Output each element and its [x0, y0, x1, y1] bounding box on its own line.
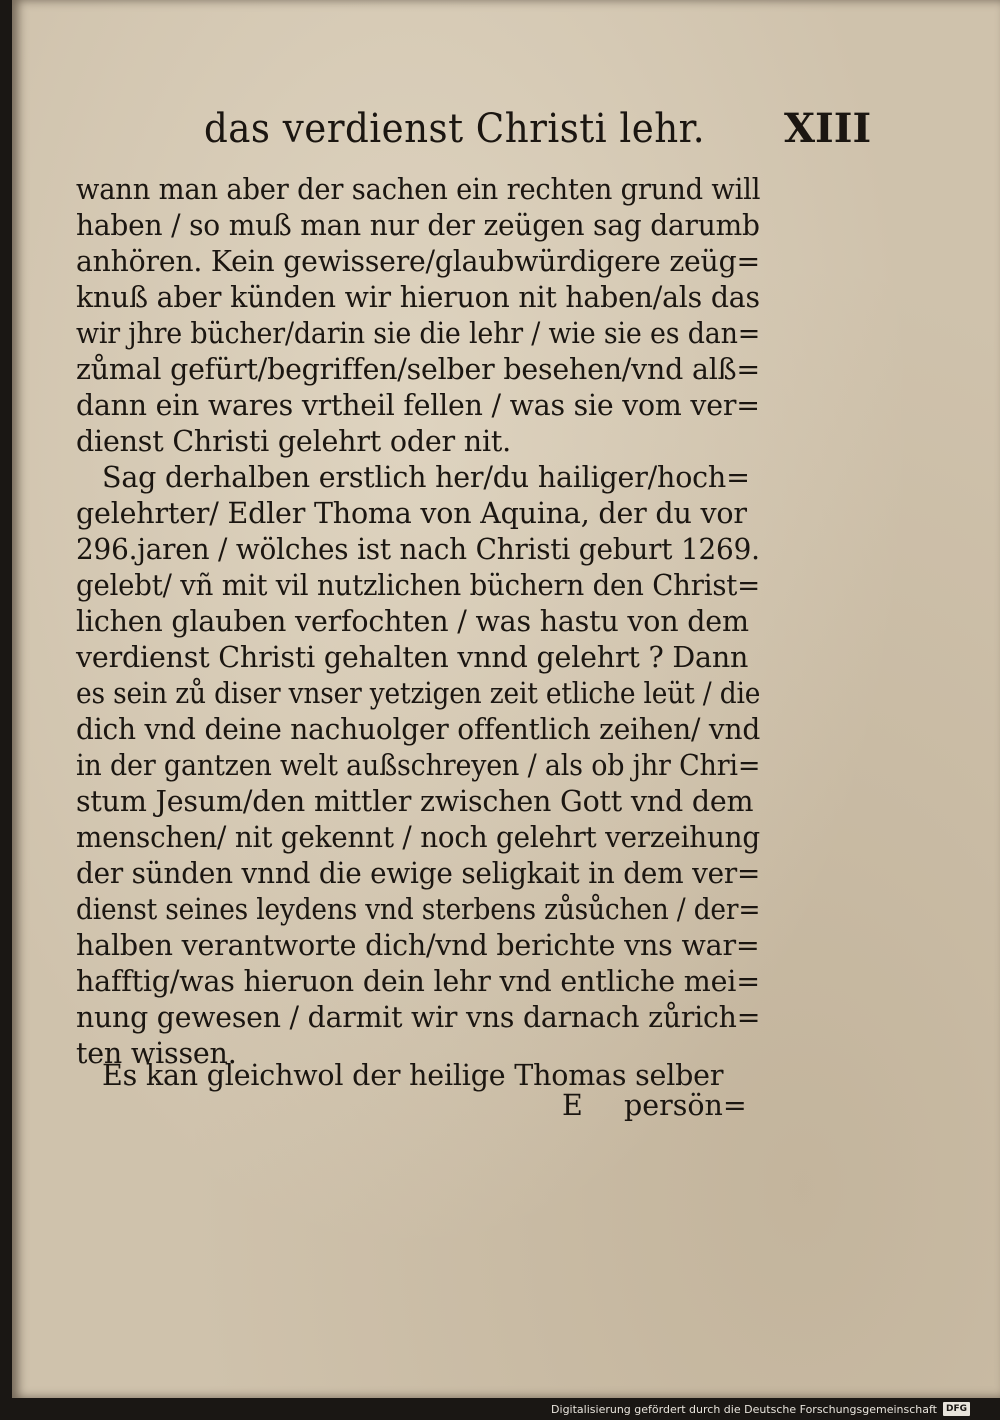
text-line: wir jhre bücher/darin sie die lehr / wie sie es dan= [76, 317, 761, 350]
text-line: Sag derhalben erstlich her/du hailiger/hoch= [102, 461, 750, 494]
text-line: menschen/ nit gekennt / noch gelehrt verzeihung [76, 821, 760, 854]
text-line: dann ein wares vrtheil fellen / was sie vom ver= [76, 389, 760, 422]
text-line: verdienst Christi gehalten vnnd gelehrt ? Dann [76, 641, 749, 674]
text-line: dienst Christi gelehrt oder nit. [76, 425, 511, 458]
text-line: gelehrter/ Edler Thoma von Aquina, der du vor [76, 497, 747, 530]
text-line: hafftig/was hieruon dein lehr vnd entliche mei= [76, 965, 760, 998]
text-line: zůmal gefürt/begriffen/selber besehen/vnd alß= [76, 353, 760, 386]
text-line: lichen glauben verfochten / was hastu von dem [76, 605, 749, 638]
text-line: es sein zů diser vnser yetzigen zeit etliche leüt / die [76, 677, 761, 710]
text-line: halben verantworte dich/vnd berichte vns war= [76, 929, 760, 962]
text-line: 296.jaren / wölches ist nach Christi geburt 1269. [76, 533, 760, 566]
running-head: das verdienst Christi lehr. [204, 106, 706, 152]
book-page [12, 0, 1000, 1398]
signature-mark: E [562, 1089, 583, 1122]
funding-credit: Digitalisierung gefördert durch die Deutsche Forschungsgemeinschaft [551, 1402, 937, 1416]
text-line: haben / so muß man nur der zeügen sag darumb [76, 209, 760, 242]
text-line: dienst seines leydens vnd sterbens zůsůchen / der= [76, 893, 761, 926]
digitization-footer [551, 1400, 970, 1418]
text-line: in der gantzen welt außschreyen / als ob jhr Chri= [76, 749, 761, 782]
text-line: anhören. Kein gewissere/glaubwürdigere zeüg= [76, 245, 760, 278]
text-line: Es kan gleichwol der heilige Thomas selber [102, 1059, 724, 1092]
text-line: der sünden vnnd die ewige seligkait in dem ver= [76, 857, 761, 890]
catchword: persön= [624, 1089, 747, 1122]
text-line: nung gewesen / darmit wir vns darnach zůrich= [76, 1001, 761, 1034]
text-line: wann man aber der sachen ein rechten grund will [76, 173, 761, 206]
text-line: stum Jesum/den mittler zwischen Gott vnd dem [76, 785, 754, 818]
text-line: knuß aber künden wir hieruon nit haben/als das [76, 281, 760, 314]
dfg-logo-icon: DFG [943, 1402, 970, 1416]
text-block [12, 0, 1000, 1398]
folio-number: XIII [784, 105, 872, 152]
text-line: gelebt/ vñ mit vil nutzlichen büchern den Christ= [76, 569, 761, 602]
text-line: ten wissen. [76, 1037, 237, 1070]
text-line: dich vnd deine nachuolger offentlich zeihen/ vnd [76, 713, 761, 746]
